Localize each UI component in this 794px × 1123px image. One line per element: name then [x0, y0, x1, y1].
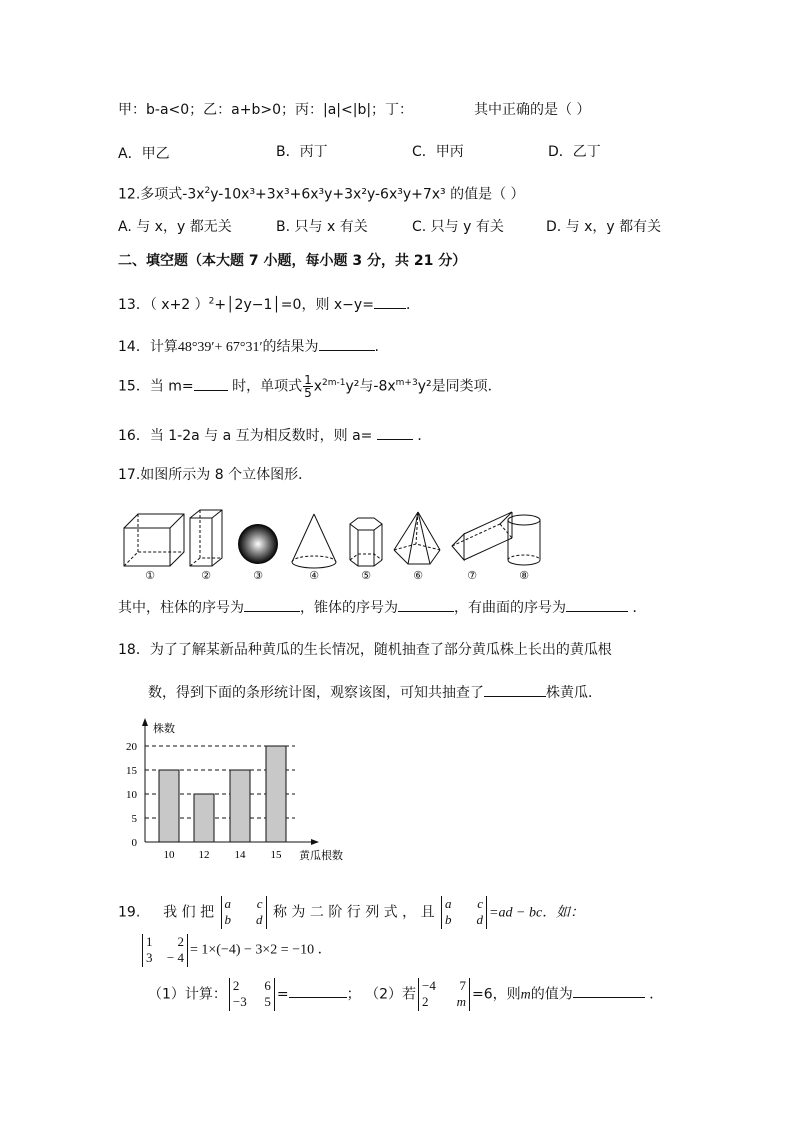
q12-option-b: B. 只与 x 有关 — [276, 219, 368, 235]
q16 — [118, 427, 431, 445]
x-tick-label: 15 — [270, 849, 282, 861]
triangular-prism-figure — [452, 512, 512, 560]
q19-t2: 称 为 二 阶 行 列 式 ， 且 — [272, 904, 435, 921]
section2-title: 二、填空题（本大题 7 小题，每小题 3 分，共 21 分） — [118, 253, 467, 269]
figure-label-4: ④ — [309, 569, 319, 582]
ex-r1c1: 1 — [146, 934, 153, 949]
q15-y1: y² — [345, 378, 360, 395]
q15-blank[interactable] — [194, 378, 228, 391]
q13-blank[interactable] — [374, 296, 406, 309]
det2-a: a — [445, 896, 452, 911]
q17-answer-b: ，锥体的序号为 — [300, 600, 398, 616]
q13-pre: （ x+2 ） — [149, 297, 209, 313]
q15-frac-num: 1 — [304, 373, 312, 387]
q15-pre: 15．当 m= — [118, 378, 194, 395]
y-axis-title: 株数 — [153, 722, 175, 735]
q17-answer — [118, 599, 646, 617]
q11-option-c: C．甲丙 — [412, 144, 464, 160]
p1-r2c1: −3 — [232, 994, 247, 1010]
bar-10 — [159, 770, 179, 842]
p2-r1c1: −4 — [422, 978, 436, 993]
q15 — [118, 374, 502, 399]
y-tick-label: 0 — [131, 837, 137, 849]
q14-expr: 48°39′+ 67°31′ — [177, 340, 263, 355]
q18-blank[interactable] — [484, 684, 546, 697]
cuboid-figure — [190, 510, 222, 566]
figure-label-5: ⑤ — [361, 569, 371, 582]
y-tick-label: 20 — [126, 741, 137, 753]
q19-t3: =ad − bc．如： — [489, 905, 585, 921]
p2-r2c2: m — [456, 994, 467, 1010]
cone-figure — [292, 514, 336, 568]
q15-frac-den: 5 — [304, 386, 312, 400]
q19-p1-det — [229, 978, 275, 1011]
p2-r1c2: 7 — [459, 978, 467, 993]
q19-t1: 我 们 把 — [163, 904, 215, 921]
q13-mid: +│2y−1│=0，则 x−y= — [214, 297, 374, 313]
q17-blank-curved[interactable] — [566, 599, 628, 612]
q11-option-b: B．丙丁 — [276, 144, 328, 160]
figure-label-8: ⑧ — [519, 569, 529, 582]
q12-stem: 12.多项式$-3x^2y-10x^3+3x^3+6x^3y+3x^2y-6x^3y+7x^3$ 的值是（ ） — [118, 186, 525, 203]
q12-stem-prefix: 12.多项式-3x — [118, 186, 205, 203]
det2-c: c — [477, 896, 484, 911]
q18-line2a: 数，得到下面的条形统计图，观察该图，可知共抽查了 — [148, 685, 484, 701]
q18-line2b: 株黄瓜． — [546, 685, 602, 701]
p1-r2c2: 5 — [264, 994, 271, 1010]
q19-p2-tail: 的值为 — [530, 986, 573, 1003]
det-d: d — [256, 912, 263, 928]
q11-question-tail: 其中正确的是（ ） — [473, 102, 591, 118]
q19-p1-eq: = — [276, 986, 289, 1003]
ex-r1c2: 2 — [177, 934, 184, 949]
q16-blank[interactable] — [377, 427, 413, 440]
x-tick-label: 14 — [234, 849, 246, 861]
q11-option-a: A．甲乙 — [118, 146, 170, 162]
q17-answer-c: ，有曲面的序号为 — [454, 600, 566, 616]
q15-post: 是同类项． — [431, 378, 502, 395]
cube-figure — [124, 514, 184, 566]
figure-label-2: ② — [201, 569, 211, 582]
figure-label-1: ① — [145, 569, 155, 582]
q17-blank-pyramid[interactable] — [398, 599, 454, 612]
p1-r1c1: 2 — [232, 978, 240, 993]
q16-end: ． — [417, 428, 432, 444]
p2-r2c1: 2 — [422, 994, 429, 1010]
p1-r1c2: 6 — [264, 978, 271, 993]
q19-example-det — [142, 934, 188, 967]
q19-line1 — [118, 896, 584, 929]
q14 — [118, 338, 379, 357]
x-tick-label: 10 — [163, 849, 175, 861]
q12-option-a: A. 与 x，y 都无关 — [118, 219, 232, 235]
hexagonal-prism-figure — [350, 518, 382, 566]
bar-chart — [115, 716, 360, 866]
q15-fraction — [303, 374, 313, 399]
x-axis-title: 黄瓜根数 — [299, 849, 343, 862]
q15-exp2: m+3 — [395, 377, 418, 388]
q13-num: 13． — [118, 297, 150, 313]
q17-blank-prism[interactable] — [244, 599, 300, 612]
x-tick-label: 12 — [198, 849, 210, 861]
bar-14 — [230, 770, 250, 842]
q17-text: 17.如图所示为 8 个立体图形． — [118, 467, 313, 483]
q19-p2: （2）若 — [365, 986, 417, 1003]
q15-y2: y² — [417, 378, 432, 395]
q14-blank[interactable] — [319, 338, 375, 351]
solid-figures — [118, 506, 558, 586]
q19-p2-det — [418, 978, 470, 1011]
figure-label-6: ⑥ — [413, 569, 423, 582]
q15-exp1: 2m-1 — [322, 377, 346, 388]
q12-stem-body: y-10x³+3x³+6x³y+3x²y-6x³y+7x³ 的值是（ ） — [210, 186, 525, 203]
q17-answer-end: ． — [632, 600, 647, 616]
q14-end: . — [374, 339, 379, 355]
q19-num: 19. — [118, 904, 141, 921]
q12-option-c: C. 只与 y 有关 — [412, 219, 504, 235]
det2-b: b — [445, 912, 452, 928]
q12-option-d: D. 与 x，y 都有关 — [546, 219, 662, 235]
pyramid-figure — [394, 512, 440, 564]
bar-12 — [194, 794, 214, 842]
cylinder-figure — [508, 515, 540, 565]
q19-example-eq: = 1×(−4) − 3×2 = −10 ． — [190, 942, 332, 958]
q19-parts — [148, 978, 663, 1011]
q19-p1: （1）计算： — [148, 986, 227, 1003]
q18-line1: 18．为了了解某新品种黄瓜的生长情况，随机抽查了部分黄瓜株上长出的黄瓜根 — [118, 642, 612, 658]
q17-answer-a: 其中，柱体的序号为 — [118, 600, 244, 616]
q15-mid2: 与-8x — [359, 378, 396, 395]
det-c: c — [256, 896, 263, 911]
q19-p2-m: m — [520, 987, 531, 1003]
bar-15 — [266, 746, 286, 842]
q19-p2-end: ． — [649, 986, 664, 1003]
y-axis-arrow — [142, 718, 148, 726]
sphere-figure — [238, 524, 278, 564]
q19-example — [140, 934, 332, 967]
q19-p2-eq: =6，则 — [472, 986, 521, 1003]
figure-label-7: ⑦ — [467, 569, 477, 582]
q16-text: 16．当 1-2a 与 a 互为相反数时，则 a= — [118, 428, 373, 444]
q14-num: 14．计算 — [118, 339, 178, 355]
q19-p1-blank[interactable] — [289, 985, 347, 998]
y-tick-label: 10 — [126, 789, 137, 801]
ex-r2c1: 3 — [146, 950, 153, 966]
q14-post: 的结果为 — [262, 339, 319, 355]
q13-post: ． — [405, 297, 420, 313]
q18-line2 — [148, 684, 602, 702]
ex-r2c2: − 4 — [166, 950, 184, 966]
q15-mono1: x — [313, 378, 323, 395]
y-tick-label: 5 — [131, 813, 137, 825]
det-a: a — [224, 896, 232, 911]
q19-det-abcd-2 — [441, 896, 487, 929]
q11-statement-text: 甲：b-a<0；乙：a+b>0；丙：|a|<|b|；丁： — [118, 102, 414, 118]
q19-p1-end: ； — [346, 986, 361, 1003]
det-b: b — [224, 912, 232, 928]
figure-label-3: ③ — [253, 569, 263, 582]
y-tick-label: 15 — [126, 765, 137, 777]
x-axis-arrow — [311, 839, 319, 845]
det2-d: d — [476, 912, 484, 928]
q19-p2-blank[interactable] — [573, 985, 645, 998]
q19-det-abcd — [221, 896, 267, 929]
q13: 13．（ x+2 ）$^2$+│2y−1│=0，则 x−y= ． — [118, 296, 420, 313]
q11-statement — [118, 102, 590, 119]
q11-option-d: D．乙丁 — [548, 144, 601, 160]
q15-mid: 时，单项式 — [232, 378, 303, 395]
